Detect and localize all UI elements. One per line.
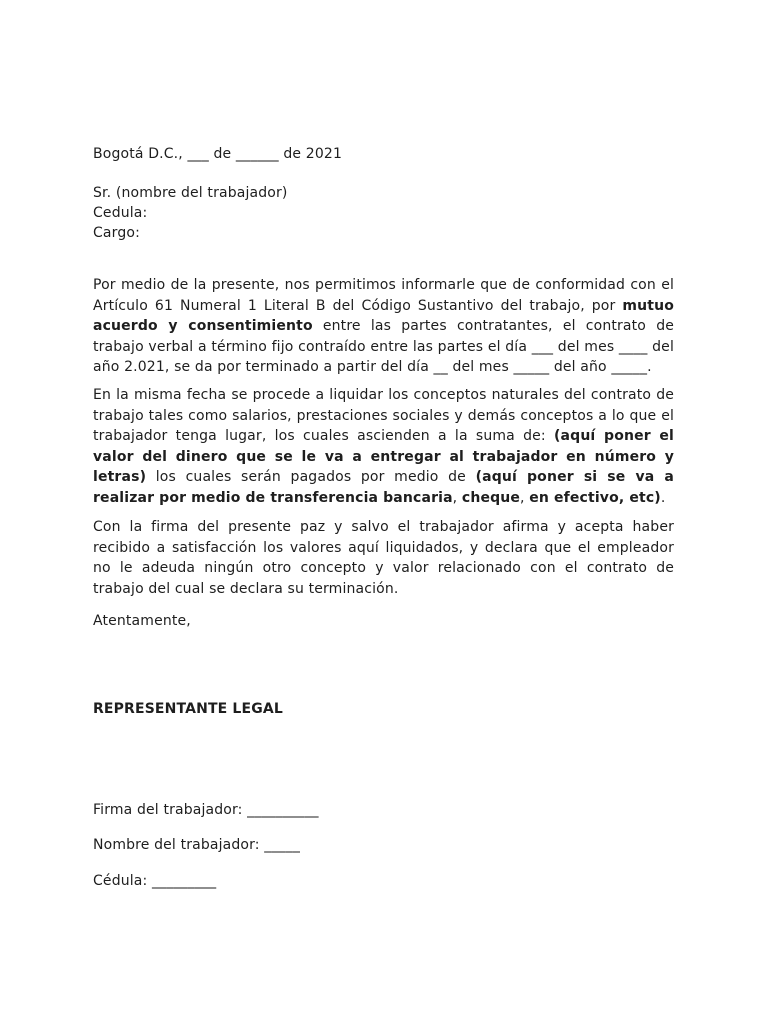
worker-id-field: Cédula: _________ bbox=[93, 873, 217, 889]
worker-name-field: Nombre del trabajador: _____ bbox=[93, 837, 301, 853]
place-date: Bogotá D.C., ___ de ______ de 2021 bbox=[93, 146, 343, 162]
paragraph-settlement bbox=[93, 385, 674, 508]
paragraph-text: entre las partes contratantes, el contrato de trabajo verbal a término fijo contraído entre las partes el día ___ del mes ____ del año 2.021, se da por terminado a partir del día __ del mes _____ del año _____. bbox=[93, 318, 674, 375]
paragraph-text: Por medio de la presente, nos permitimos informarle que de conformidad con el Artículo 61 Numeral 1 Literal B del Código Sustantivo del trabajo, por bbox=[93, 277, 674, 314]
paragraph-text: los cuales serán pagados por medio de bbox=[146, 469, 476, 485]
signature-field: Firma del trabajador: __________ bbox=[93, 802, 319, 818]
paragraph-termination bbox=[93, 275, 674, 378]
recipient-name: Sr. (nombre del trabajador) bbox=[93, 185, 288, 201]
recipient-block bbox=[93, 183, 288, 243]
paragraph-text: , bbox=[520, 489, 530, 506]
paragraph-text: , bbox=[452, 489, 462, 506]
paragraph-bold-text: cheque bbox=[461, 489, 521, 506]
closing: Atentamente, bbox=[93, 613, 191, 629]
recipient-position: Cargo: bbox=[93, 225, 140, 241]
paragraph-bold-text: (aquí poner si se va a realizar por medio de transferencia bancaria bbox=[93, 469, 674, 506]
recipient-id: Cedula: bbox=[93, 205, 148, 221]
paragraph-text: . bbox=[660, 489, 666, 506]
signatory-title: REPRESENTANTE LEGAL bbox=[93, 701, 283, 717]
paragraph-bold-text: mutuo acuerdo y consentimiento bbox=[93, 297, 674, 334]
paragraph-bold-text: en efectivo, etc) bbox=[529, 489, 661, 506]
paragraph-bold-text: (aquí poner el valor del dinero que se le va a entregar al trabajador en número y letras) bbox=[93, 428, 675, 485]
paragraph-acceptance: Con la firma del presente paz y salvo el trabajador afirma y acepta haber recibido a satisfacción los valores aquí liquidados, y declara que el empleador no le adeuda ningún otro concepto y valor relacionado con el contrato de trabajo del cual se declara su terminación. bbox=[93, 519, 674, 597]
paragraph-text: En la misma fecha se procede a liquidar los conceptos naturales del contrato de trabajo tales como salarios, prestaciones sociales y demás conceptos a lo que el trabajador tenga lugar, los cuales ascienden a la suma de: bbox=[93, 387, 674, 444]
